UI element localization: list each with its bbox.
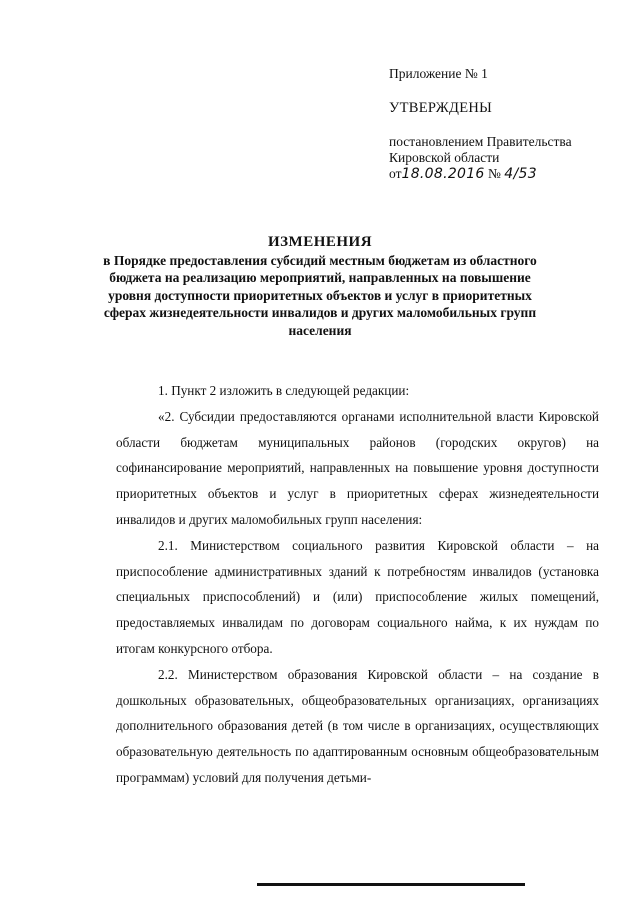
document-body [116,378,599,791]
document-subtitle: в Порядке предоставления субсидий местным бюджетам из областного бюджета на реализацию мероприятий, направленных на повышение уровня доступности приоритетных объектов и услуг в приоритетных сферах жизнедеятельности инвалидов и других маломобильных групп населения [103,252,537,338]
paragraph-2-2: 2.2. Министерством образования Кировской области – на создание в дошкольных образовательных, общеобразовательных организациях, организациях дополнительного образования детей (в том числе в организациях, осуществляющих образовательную деятельность по адаптированным основным общеобразовательным программам) условий для получения детьми- [116,666,599,785]
decree-line-2: Кировской области [389,150,500,165]
paragraph-2-1: 2.1. Министерством социального развития Кировской области – на приспособление административных зданий к потребностям инвалидов (установка специальных приспособлений) и (или) приспособление жилых помещений, предоставляемых инвалидам по договорам социального найма, к их нуждам по итогам конкурсного отбора. [116,537,599,656]
paragraph-2: «2. Субсидии предоставляются органами исполнительной власти Кировской области бюджетам муниципальных районов (городских округов) на софинансирование мероприятий, направленных на повышение уровня доступности приоритетных объектов и услуг в приоритетных сферах жизнедеятельности инвалидов и других маломобильных групп населения: [116,408,599,527]
approval-block [389,66,629,182]
appendix-label: Приложение № 1 [389,66,488,81]
document-title-block [100,234,540,339]
decree-date-line [389,166,629,182]
footer-divider [257,883,525,886]
approved-label: УТВЕРЖДЕНЫ [389,100,493,116]
number-sign: № [488,166,501,181]
paragraph-1: 1. Пункт 2 изложить в следующей редакции: [158,383,410,398]
decree-line-1: постановлением Правительства [389,134,572,149]
document-title: ИЗМЕНЕНИЯ [267,234,373,250]
handwritten-number: 4/53 [504,166,537,182]
date-prefix: от [389,166,402,181]
handwritten-date: 18.08.2016 [401,166,485,182]
